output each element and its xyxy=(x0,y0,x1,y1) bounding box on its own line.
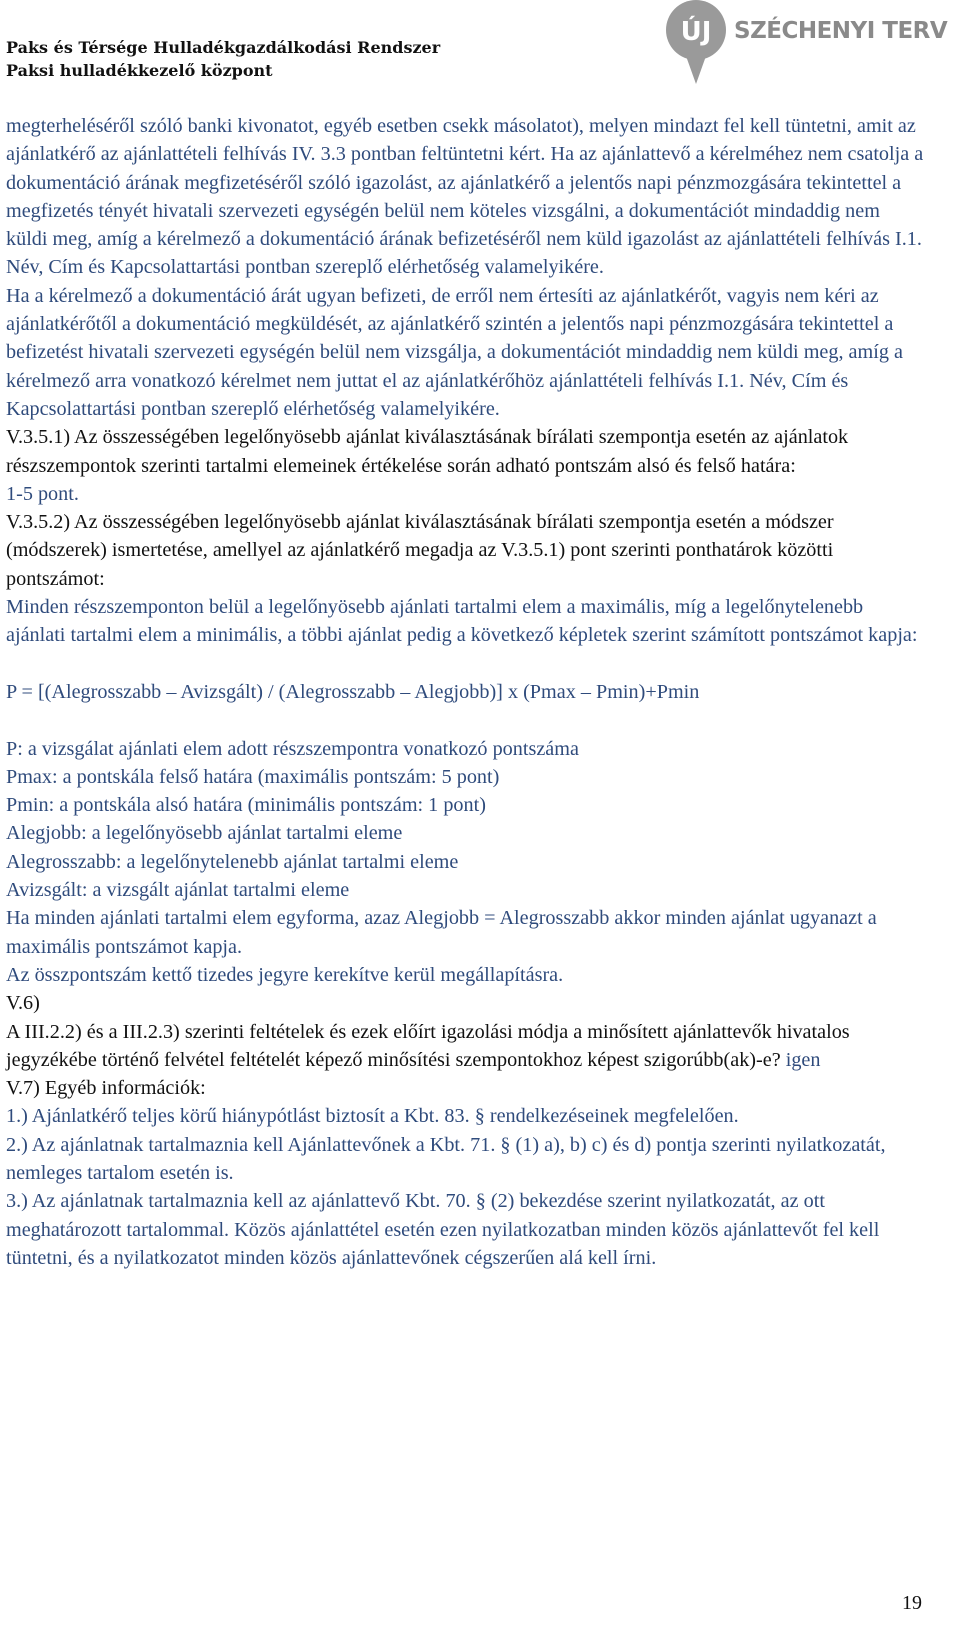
definition-pmax: Pmax: a pontskála felső határa (maximális pontszám: 5 pont) xyxy=(6,765,500,788)
info-item-3: 3.) Az ajánlatnak tartalmaznia kell az ajánlattevő Kbt. 70. § (2) bekezdése szerint nyilatkozatát, az ott meghatározott tartalommal. Közös ajánlattétel esetén ezen nyilatkozatban minden közös ajánlattevőt fel kell tüntetni, és a nyilatkozatot minden közös ajánlattevőnek cégszerűen alá kell írni. xyxy=(6,1190,880,1269)
text-run: Ha az ajánlattevő a kérelméhez nem csatolja a dokumentáció árának megfizetéséről szóló igazolást, az ajánlatkérő a jelentős napi pénzmozgására tekintettel a megfizetés tényét hivatali szervezeti egységén belül nem köteles vizsgálni, a dokumentációt mindaddig nem küldi meg, amíg a kérelmező a dokumentáció árának befizetéséről nem küld igazolást az ajánlattételi felhívás I.1. Név, Cím és Kapcsolattartási pontban szereplő elérhetőség valamelyikére. xyxy=(6,143,924,279)
definition-p: P: a vizsgálat ajánlati elem adott részszempontra vonatkozó pontszáma xyxy=(6,737,579,760)
scoring-formula: P = [(Alegrosszabb – Avizsgált) / (Alegrosszabb – Alegjobb)] x (Pmax – Pmin)+Pmin xyxy=(6,680,700,703)
section-v352-answer: Minden részszemponton belül a legelőnyösebb ajánlati tartalmi elem a maximális, míg a legelőnytelenebb ajánlati tartalmi elem a minimális, a többi ajánlat pedig a következő képletek szerint számított pontszámot kapja: xyxy=(6,596,918,647)
header-subtitle: Paksi hulladékkezelő központ xyxy=(6,61,273,80)
section-v352-question: V.3.5.2) Az összességében legelőnyösebb ajánlat kiválasztásának bírálati szempontja esetén a módszer (módszerek) ismertetése, amellyel az ajánlatkérő megadja az V.3.5.1) pont szerinti ponthatárok közötti pontszámot: xyxy=(6,511,834,590)
spacer xyxy=(6,650,926,678)
uj-badge-icon xyxy=(660,0,730,84)
section-v6-heading: V.6) xyxy=(6,992,40,1015)
definition-equal-case: Ha minden ajánlati tartalmi elem egyforma, azaz Alegjobb = Alegrosszabb akkor minden ajánlat ugyanazt a maximális pontszámot kapja. xyxy=(6,907,877,958)
text-run: A III.2.2) és a III.2.3) szerinti feltételek és ezek előírt igazolási módja a minősített ajánlattevők hivatalos jegyzékébe történő felvétel feltételét képező minősítési szempontokhoz képest szigorúbb(ak)-e? xyxy=(6,1020,850,1071)
text-run: megterheléséről szóló banki kivonatot, egyéb esetben csekk másolatot), melyen mindazt fel kell tüntetni, amit az ajánlatkérő az ajánlattételi felhívás IV. 3.3 pontban feltüntetni kért. xyxy=(6,115,916,166)
logo-badge-text: ÚJ xyxy=(680,17,712,47)
definition-alegrosszabb: Alegrosszabb: a legelőnytelenebb ajánlat tartalmi eleme xyxy=(6,850,459,873)
section-v351-answer: 1-5 pont. xyxy=(6,482,79,505)
definition-pmin: Pmin: a pontskála alsó határa (minimális pontszám: 1 pont) xyxy=(6,794,486,817)
definition-alegjobb: Alegjobb: a legelőnyösebb ajánlat tartalmi eleme xyxy=(6,822,403,845)
szechenyi-terv-logo xyxy=(660,0,960,84)
page-number: 19 xyxy=(902,1592,922,1614)
section-v6-answer: igen xyxy=(785,1048,821,1071)
definition-rounding: Az összpontszám kettő tizedes jegyre kerekítve kerül megállapításra. xyxy=(6,963,564,986)
section-v7-heading: V.7) Egyéb információk: xyxy=(6,1077,206,1100)
definition-avizsgalt: Avizsgált: a vizsgált ajánlat tartalmi eleme xyxy=(6,879,350,902)
header-title: Paks és Térsége Hulladékgazdálkodási Rendszer xyxy=(6,38,441,57)
section-v6-question xyxy=(6,1018,926,1075)
paragraph-notification: Ha a kérelmező a dokumentáció árát ugyan befizeti, de erről nem értesíti az ajánlatkérőt, vagyis nem kéri az ajánlatkérőtől a dokumentáció megküldését, az ajánlatkérő szintén a jelentős napi pénzmozgására tekintettel a befizetést hivatali szervezeti egységén belül nem vizsgálja, a dokumentációt mindaddig nem küldi meg, amíg a kérelmező arra vonatkozó kérelmet nem juttat el az ajánlatkérőhöz ajánlattételi felhívás I.1. Név, Cím és Kapcsolattartási pontban szereplő elérhetőség valamelyikére. xyxy=(6,284,903,420)
document-body xyxy=(6,112,926,1272)
spacer xyxy=(6,706,926,734)
info-item-1: 1.) Ajánlatkérő teljes körű hiánypótlást biztosít a Kbt. 83. § rendelkezéseinek megfelelően. xyxy=(6,1105,739,1128)
info-item-2: 2.) Az ajánlatnak tartalmaznia kell Ajánlattevőnek a Kbt. 71. § (1) a), b) c) és d) pontja szerinti nyilatkozatát, nemleges tartalom esetén is. xyxy=(6,1133,886,1184)
paragraph-payment xyxy=(6,112,926,282)
section-v351-question: V.3.5.1) Az összességében legelőnyösebb ajánlat kiválasztásának bírálati szempontja esetén az ajánlatok részszempontok szerinti tartalmi elemeinek értékelése során adható pontszám alsó és felső határa: xyxy=(6,426,849,477)
logo-name: SZÉCHENYI TERV xyxy=(734,18,948,44)
document-header xyxy=(6,36,440,82)
